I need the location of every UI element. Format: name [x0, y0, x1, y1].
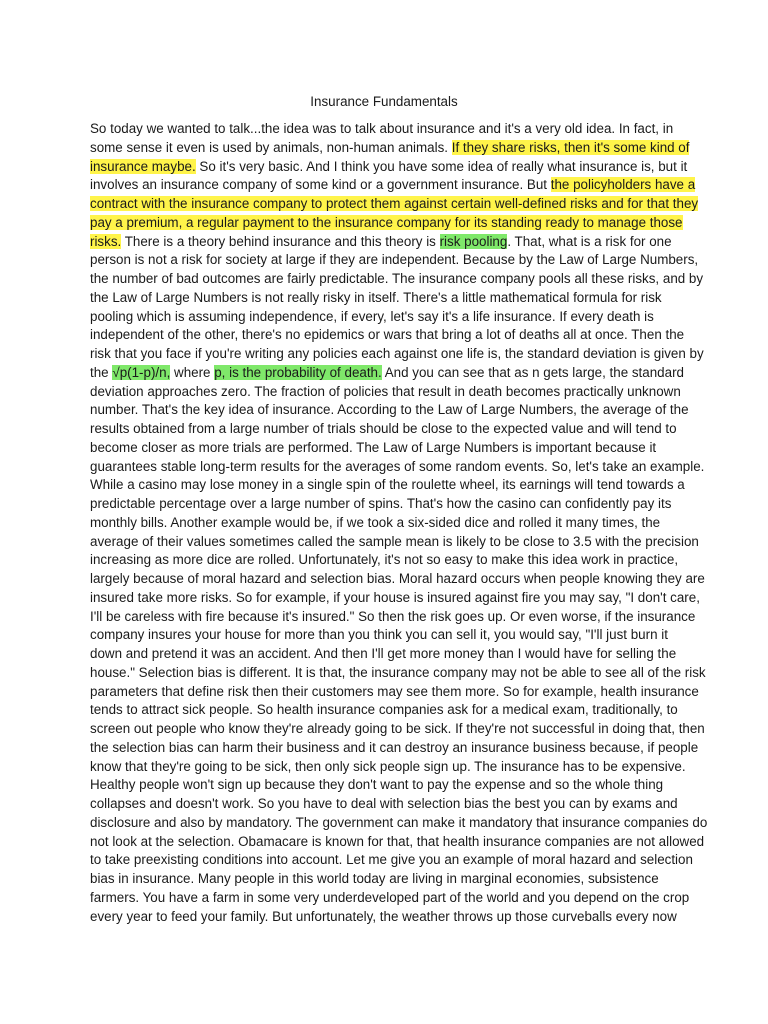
text-run: While a casino may lose money in a single spin of the roulette wheel, its earnings will tend towards a: [90, 477, 685, 493]
text-line: [90, 458, 705, 477]
text-run: the selection bias can harm their business and it can destroy an insurance business because, if people: [90, 739, 699, 755]
text-line: [90, 251, 699, 270]
text-line: [90, 270, 704, 289]
text-line: [90, 439, 690, 458]
text-run: the: [90, 364, 113, 380]
text-run: risk that you face if you're writing any policies each against one life is, the standard deviation is given by: [90, 346, 704, 361]
text-run: predictable percentage over a large number of spins. That's how the casino can confidently pay its: [90, 496, 672, 511]
text-line: [90, 795, 690, 814]
text-run: largely because of moral hazard and selection bias. Moral hazard occurs when people knowing they are: [90, 571, 705, 586]
text-run: house." Selection bias is different. It is that, the insurance company may not be able to see all of the risk: [90, 664, 706, 680]
text-run: company insures your house for more than you think you can sell it, you would say, "I'll just burn it: [90, 627, 668, 643]
text-line: [90, 720, 705, 739]
highlight-green: risk pooling: [439, 233, 508, 249]
text-line: [90, 139, 690, 158]
text-line: [90, 533, 699, 552]
text-line: [90, 289, 690, 308]
text-run: So it's very basic. And I think you have some idea of really what insurance is, but it: [195, 158, 688, 174]
text-line: [90, 214, 690, 233]
text-run: down and pretend it was an accident. And then I'll get more money than I would have for selling the: [90, 646, 677, 661]
text-run: involves an insurance company of some kind or a government insurance. But: [90, 177, 551, 193]
text-line: [90, 870, 690, 889]
text-line: [90, 551, 690, 570]
text-line: [90, 626, 690, 645]
text-run: Healthy people won't sign up because they don't want to pay the expense and so the whole thing: [90, 777, 664, 793]
text-line: [90, 701, 690, 720]
text-run: guarantees stable long-term results for the averages of some random events. So, let's take an example.: [90, 458, 705, 474]
text-line: [90, 908, 690, 927]
text-run: I'll be careless with fire because it's insured." So then the risk goes up. Or even worse, if the insurance: [90, 608, 696, 624]
text-run: parameters that define risk then their customers may see them more. So for example, health insurance: [90, 683, 699, 699]
text-line: [90, 514, 690, 533]
text-run: collapses and doesn't work. So you have to deal with selection bias the best you can by exams and: [90, 796, 678, 811]
text-line: [90, 833, 705, 852]
text-line: [90, 476, 690, 495]
text-run: become closer as more trials are performed. The Law of Large Numbers is important because it: [90, 439, 657, 455]
text-run: insured take more risks. So for example, if your house is insured against fire you may say, "I don't care,: [90, 589, 700, 605]
text-line: [90, 326, 690, 345]
text-run: increasing as more dice are rolled. Unfortunately, it's not so easy to make this idea work in practice,: [90, 552, 679, 568]
text-line: [90, 589, 700, 608]
text-run: farmers. You have a farm in some very underdeveloped part of the world and you depend on the crop: [90, 889, 690, 905]
text-line: [90, 195, 699, 214]
highlight-green: √p(1-p)/n,: [112, 364, 171, 380]
highlight-green: p, is the probability of death.: [214, 364, 382, 380]
text-run: some sense it even is used by animals, non-human animals.: [90, 139, 452, 155]
text-run: number. That's the key idea of insurance. According to the Law of Large Numbers, the average of the: [90, 402, 689, 418]
text-line: [90, 158, 690, 177]
text-run: screen out people who know they're already going to be sick. If they're not successful in doing that, then: [90, 721, 705, 736]
highlight-yellow: pay a premium, a regular payment to the insurance company for its standing ready to manage those: [90, 214, 683, 230]
body-text: [90, 120, 708, 926]
text-line: [90, 495, 690, 514]
text-run: tends to attract sick people. So health insurance companies ask for a medical exam, traditionally, to: [90, 702, 678, 718]
highlight-yellow: risks.: [90, 233, 122, 249]
text-line: [90, 683, 699, 702]
text-line: [90, 814, 708, 833]
text-line: [90, 664, 706, 683]
text-run: where: [170, 364, 215, 380]
highlight-yellow: insurance maybe.: [90, 158, 196, 174]
text-line: [90, 570, 705, 589]
text-run: not look at the selection. Obamacare is known for that, that health insurance companies are not allowed: [90, 833, 705, 849]
text-run: to take preexisting conditions into account. Let me give you an example of moral hazard and selection: [90, 852, 693, 868]
text-run: the number of bad outcomes are fairly predictable. The insurance company pools all these risks, and by: [90, 271, 704, 286]
text-run: monthly bills. Another example would be, if we took a six-sided dice and rolled it many times, the: [90, 514, 661, 530]
highlight-yellow: the policyholders have a: [550, 177, 696, 193]
highlight-yellow: contract with the insurance company to protect them against certain well-defined risks and for that they: [90, 196, 699, 211]
text-line: [90, 345, 704, 364]
text-run: There is a theory behind insurance and this theory is: [121, 233, 440, 249]
text-line: [90, 645, 690, 664]
text-run: results obtained from a large number of trials should be close to the expected value and will tend to: [90, 421, 677, 436]
text-line: [90, 364, 690, 383]
text-run: know that they're going to be sick, then only sick people sign up. The insurance has to be expensive.: [90, 758, 686, 774]
text-line: [90, 120, 690, 139]
text-run: deviation approaches zero. The fraction of policies that result in death becomes practically unknown: [90, 383, 681, 399]
text-line: [90, 608, 696, 627]
text-run: So today we wanted to talk...the idea was to talk about insurance and it's a very old idea. In fact, in: [90, 121, 674, 136]
text-line: [90, 383, 690, 402]
page-title: Insurance Fundamentals: [310, 94, 458, 109]
text-line: [90, 420, 690, 439]
text-run: the Law of Large Numbers is not really risky in itself. There's a little mathematical formula for risk: [90, 289, 662, 305]
text-run: every year to feed your family. But unfortunately, the weather throws up those curveballs every now: [90, 908, 677, 924]
text-run: person is not a risk for society at large if they are independent. Because by the Law of Large Numbers,: [90, 252, 699, 268]
text-run: . That, what is a risk for one: [507, 233, 672, 249]
text-line: [90, 889, 690, 908]
text-line: [90, 851, 693, 870]
text-run: disclosure and also by mandatory. The government can make it mandatory that insurance companies do: [90, 814, 708, 830]
text-line: [90, 233, 690, 252]
text-run: pooling which is assuming independence, if every, let's say it's a life insurance. If every death is: [90, 308, 654, 324]
text-line: [90, 758, 690, 777]
text-run: And you can see that as n gets large, the standard: [381, 364, 684, 380]
text-line: [90, 776, 690, 795]
text-line: [90, 308, 690, 327]
highlight-yellow: If they share risks, then it's some kind of: [451, 139, 690, 155]
text-line: [90, 176, 696, 195]
text-run: bias in insurance. Many people in this world today are living in marginal economies, subsistence: [90, 871, 659, 886]
text-run: average of their values sometimes called the sample mean is likely to be close to 3.5 with the precision: [90, 533, 699, 549]
text-run: independent of the other, there's no epidemics or wars that bring a lot of deaths all at once. Then the: [90, 327, 685, 343]
text-line: [90, 401, 690, 420]
text-line: [90, 739, 699, 758]
